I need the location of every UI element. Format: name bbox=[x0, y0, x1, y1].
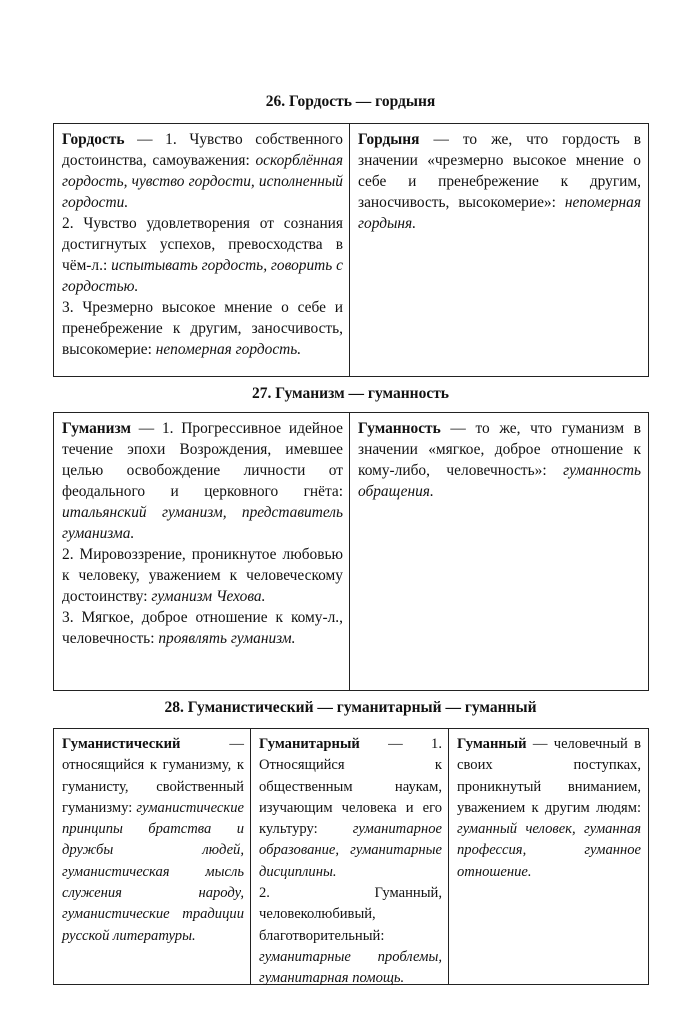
sense-2: 2. Чувство удовлетворения от сознания достигнутых успехов, превосходства в чём-л.: испытывать гордость, говорить с гордостью. bbox=[62, 215, 343, 295]
usage-example: гуманный человек, гуманная профессия, гуманное отношение. bbox=[457, 821, 641, 880]
usage-example: гуманизм Чехова. bbox=[151, 588, 266, 605]
usage-example: гуманитарные проблемы, гуманитарная помощь. bbox=[259, 948, 442, 987]
usage-example: непомерная гордыня. bbox=[358, 194, 641, 232]
section-title-gumanizm: 27. Гуманизм — гуманность bbox=[251, 385, 450, 402]
entry-cell-gumanitarnyy bbox=[251, 729, 449, 987]
usage-example: оскорблённая гордость, чувство гордости, исполненный гордости. bbox=[62, 152, 343, 211]
usage-example: гуманистические принципы братства и дружбы людей, гуманистическая мысль служения народу, гуманистические традиции русской литературы. bbox=[62, 799, 244, 944]
headword: Гуманность bbox=[358, 420, 441, 437]
section-title-gumanisticheskiy: 28. Гуманистический — гуманитарный — гуманный bbox=[164, 699, 537, 716]
section-title-gordost: 26. Гордость — гордыня bbox=[265, 93, 436, 110]
entry-cell-gumanisticheskiy bbox=[54, 729, 251, 984]
entry-cell-gordost bbox=[54, 124, 350, 376]
sense-1: Гуманизм — 1. Прогрессивное идейное течение эпохи Возрождения, имевшее целью освобождение личности от феодального и церковного гнёта: итальянский гуманизм, представитель гуманизма. bbox=[62, 420, 343, 542]
headword: Гуманитарный bbox=[259, 736, 360, 752]
entry-table-gumanizm bbox=[53, 412, 649, 691]
entry-table-gordost bbox=[53, 123, 649, 377]
headword: Гуманный bbox=[457, 736, 527, 752]
usage-example: гуманность обращения. bbox=[358, 462, 641, 500]
usage-example: непомерная гордость. bbox=[155, 341, 302, 358]
entry-table-gumanisticheskiy bbox=[53, 728, 649, 985]
entry-cell-gumannyy bbox=[449, 729, 648, 984]
usage-example: итальянский гуманизм, представитель гуманизма. bbox=[62, 504, 343, 542]
sense: Гордыня — то же, что гордость в значении «чрезмерно высокое мнение о себе и пренебрежение к другим, заносчивость, высокомерие»: непомерная гордыня. bbox=[358, 131, 641, 232]
entry-cell-gordynya bbox=[350, 124, 648, 376]
entry-cell-gumanizm bbox=[54, 413, 350, 690]
sense: Гуманный — человечный в своих поступках, проникнутый вниманием, уважением к другим людям: гуманный человек, гуманная профессия, гуманное отношение. bbox=[457, 736, 641, 880]
headword: Гордость bbox=[62, 131, 125, 148]
sense-2: 2. Мировоззрение, проникнутое любовью к человеку, уважением к человеческому достоинству: гуманизм Чехова. bbox=[62, 546, 343, 605]
usage-example: испытывать гордость, говорить с гордостью. bbox=[62, 257, 343, 295]
headword: Гуманизм bbox=[62, 420, 131, 437]
entry-cell-gumannost bbox=[350, 413, 648, 690]
headword: Гордыня bbox=[358, 131, 420, 148]
sense: Гуманистический — относящийся к гуманизму, к гуманисту, свойственный гуманизму: гуманистические принципы братства и дружбы людей, гуманистическая мысль служения народу, гуманистические традиции русской литературы. bbox=[62, 736, 244, 944]
sense-1: Гуманитарный — 1. Относящийся к общественным наукам, изучающим человека и его культуру: гуманитарное образование, гуманитарные дисциплины. bbox=[259, 736, 442, 880]
sense-1: Гордость — 1. Чувство собственного достоинства, самоуважения: оскорблённая гордость, чувство гордости, исполненный гордости. bbox=[62, 131, 343, 211]
sense: Гуманность — то же, что гуманизм в значении «мягкое, доброе отношение к кому-либо, человечность»: гуманность обращения. bbox=[358, 420, 641, 500]
sense-2: 2. Гуманный, человеколюбивый, благотворительный: гуманитарные проблемы, гуманитарная помощь. bbox=[259, 885, 442, 987]
sense-3: 3. Мягкое, доброе отношение к кому-л., человечность: проявлять гуманизм. bbox=[62, 609, 343, 647]
usage-example: проявлять гуманизм. bbox=[158, 630, 296, 647]
sense-3: 3. Чрезмерно высокое мнение о себе и пренебрежение к другим, заносчивость, высокомерие: непомерная гордость. bbox=[62, 299, 343, 358]
usage-example: гуманитарное образование, гуманитарные дисциплины. bbox=[259, 821, 442, 880]
headword: Гуманистический bbox=[62, 736, 181, 752]
